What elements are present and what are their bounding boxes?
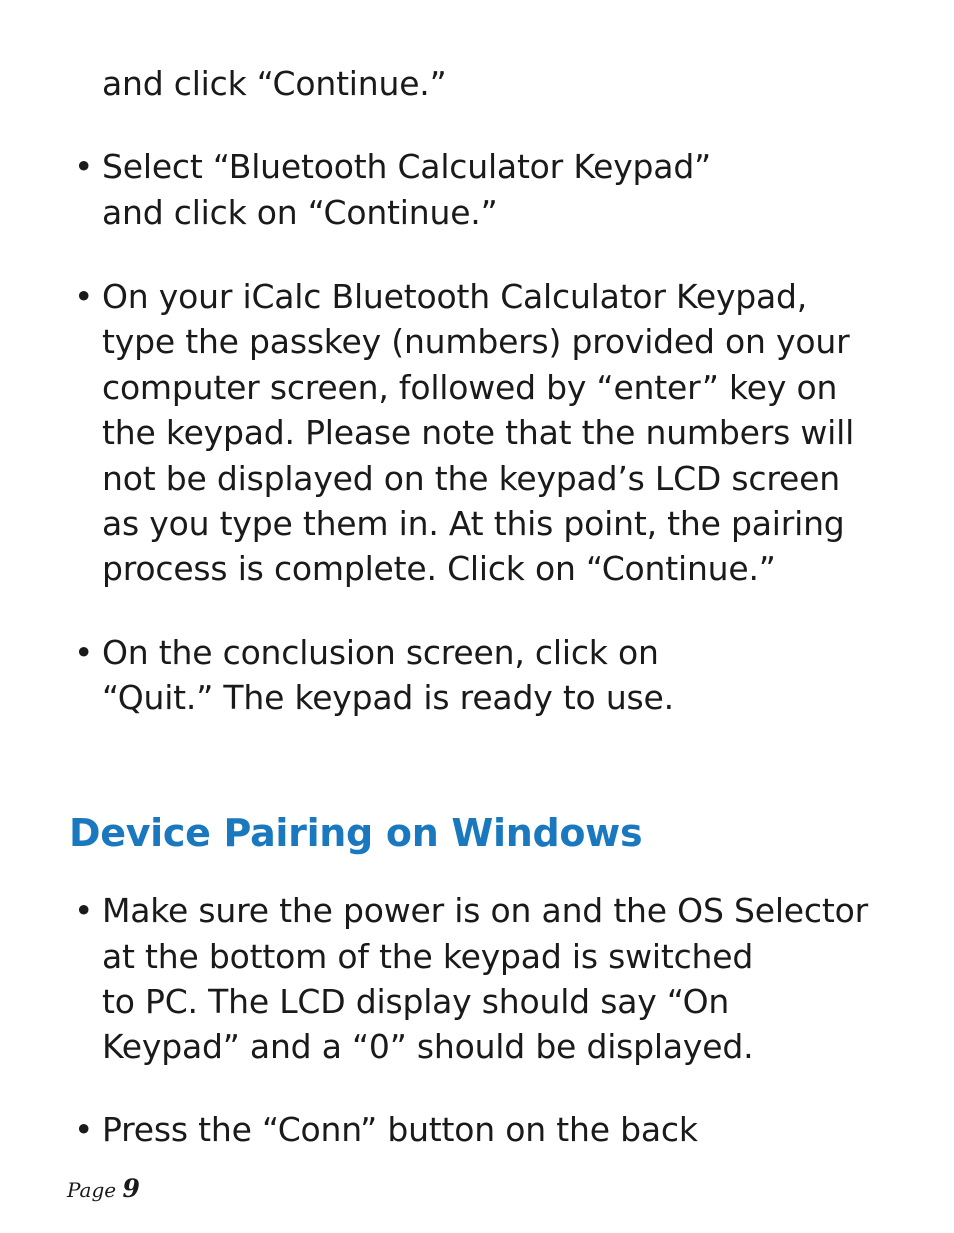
text-line: Select “Bluetooth Calculator Keypad” (102, 147, 711, 186)
text-line: and click on “Continue.” (102, 193, 498, 232)
section-heading: Device Pairing on Windows (69, 811, 643, 855)
text-line: computer screen, followed by “enter” key on (102, 368, 838, 407)
text-line: at the bottom of the keypad is switched (102, 937, 754, 976)
text-line: “Quit.” The keypad is ready to use. (102, 678, 674, 717)
page-label: Page (67, 1178, 117, 1202)
text-line: Press the “Conn” button on the back (102, 1110, 698, 1149)
text-line: Make sure the power is on and the OS Selector (102, 891, 868, 930)
text-line: type the passkey (numbers) provided on your (102, 322, 850, 361)
text-line: the keypad. Please note that the numbers will (102, 413, 855, 452)
text-line: On the conclusion screen, click on (102, 633, 659, 672)
text-line: to PC. The LCD display should say “On (102, 982, 730, 1021)
text-line: Keypad” and a “0” should be displayed. (102, 1027, 754, 1066)
page-footer (67, 1174, 140, 1205)
text-line: not be displayed on the keypad’s LCD screen (102, 459, 840, 498)
bullet-marker: • (74, 147, 94, 186)
text-line: process is complete. Click on “Continue.” (102, 549, 776, 588)
bullet-marker: • (74, 277, 94, 316)
bullet-marker: • (74, 1110, 94, 1149)
text-line: On your iCalc Bluetooth Calculator Keypad, (102, 277, 808, 316)
page-number: 9 (122, 1174, 140, 1203)
text-line: as you type them in. At this point, the pairing (102, 504, 845, 543)
bullet-marker: • (74, 633, 94, 672)
text-line: and click “Continue.” (102, 64, 447, 103)
bullet-marker: • (74, 891, 94, 930)
